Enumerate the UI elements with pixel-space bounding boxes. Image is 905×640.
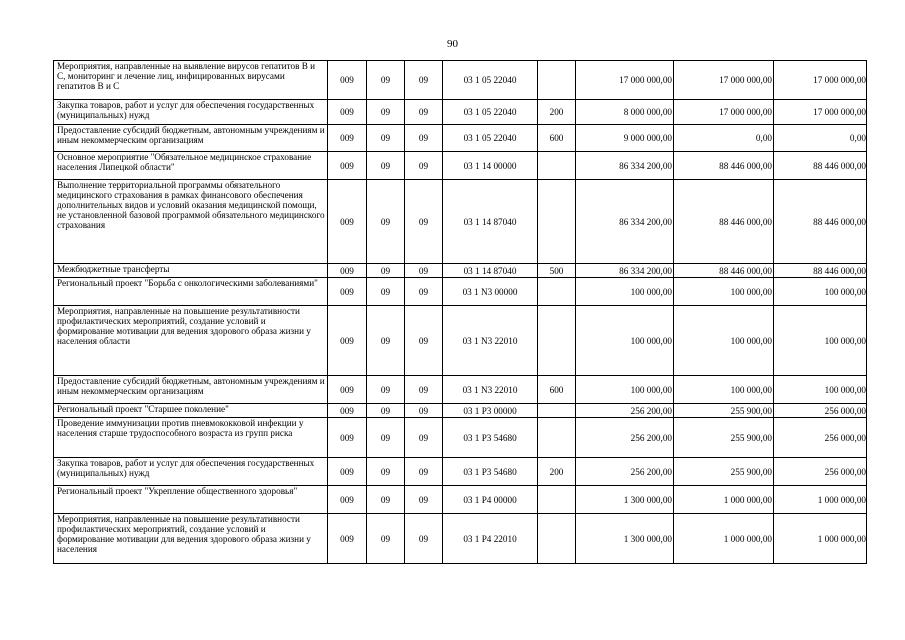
amount-year-3-cell: 256 000,00 xyxy=(774,404,867,418)
subsection-code-cell: 09 xyxy=(405,514,443,564)
subsection-code-cell: 09 xyxy=(405,152,443,180)
amount-year-2-cell: 0,00 xyxy=(674,125,774,152)
ministry-code-cell: 009 xyxy=(328,306,367,376)
table-row xyxy=(54,100,867,125)
amount-year-1-cell: 256 200,00 xyxy=(576,404,674,418)
target-article-cell: 03 1 P4 22010 xyxy=(443,514,538,564)
expense-type-cell xyxy=(538,152,576,180)
amount-year-3-cell: 100 000,00 xyxy=(774,278,867,306)
table-row xyxy=(54,278,867,306)
amount-year-1-cell: 86 334 200,00 xyxy=(576,180,674,264)
amount-year-1-cell: 86 334 200,00 xyxy=(576,264,674,278)
section-code-cell: 09 xyxy=(367,514,405,564)
target-article-cell: 03 1 05 22040 xyxy=(443,61,538,100)
item-name-cell: Мероприятия, направленные на выявление вирусов гепатитов В и С, мониторинг и лечение лиц, инфицированных вирусами гепатитов В и С xyxy=(54,61,328,100)
table-row xyxy=(54,264,867,278)
target-article-cell: 03 1 P4 00000 xyxy=(443,486,538,514)
amount-year-2-cell: 100 000,00 xyxy=(674,278,774,306)
section-code-cell: 09 xyxy=(367,486,405,514)
subsection-code-cell: 09 xyxy=(405,61,443,100)
target-article-cell: 03 1 N3 22010 xyxy=(443,376,538,404)
section-code-cell: 09 xyxy=(367,264,405,278)
expense-type-cell: 500 xyxy=(538,264,576,278)
ministry-code-cell: 009 xyxy=(328,278,367,306)
target-article-cell: 03 1 14 87040 xyxy=(443,264,538,278)
table-row xyxy=(54,376,867,404)
amount-year-2-cell: 255 900,00 xyxy=(674,404,774,418)
ministry-code-cell: 009 xyxy=(328,486,367,514)
target-article-cell: 03 1 14 00000 xyxy=(443,152,538,180)
target-article-cell: 03 1 P3 54680 xyxy=(443,458,538,486)
section-code-cell: 09 xyxy=(367,180,405,264)
amount-year-1-cell: 9 000 000,00 xyxy=(576,125,674,152)
amount-year-1-cell: 8 000 000,00 xyxy=(576,100,674,125)
expense-type-cell xyxy=(538,278,576,306)
item-name-cell: Предоставление субсидий бюджетным, автономным учреждениям и иным некоммерческим организациям xyxy=(54,376,328,404)
subsection-code-cell: 09 xyxy=(405,100,443,125)
amount-year-3-cell: 100 000,00 xyxy=(774,376,867,404)
expense-type-cell xyxy=(538,61,576,100)
target-article-cell: 03 1 N3 22010 xyxy=(443,306,538,376)
section-code-cell: 09 xyxy=(367,61,405,100)
table-row xyxy=(54,306,867,376)
amount-year-1-cell: 100 000,00 xyxy=(576,376,674,404)
ministry-code-cell: 009 xyxy=(328,61,367,100)
amount-year-3-cell: 256 000,00 xyxy=(774,458,867,486)
target-article-cell: 03 1 05 22040 xyxy=(443,100,538,125)
item-name-cell: Региональный проект "Старшее поколение" xyxy=(54,404,328,418)
item-name-cell: Основное мероприятие "Обязательное медицинское страхование населения Липецкой области" xyxy=(54,152,328,180)
table-row xyxy=(54,61,867,100)
expense-type-cell xyxy=(538,418,576,458)
expense-type-cell: 600 xyxy=(538,125,576,152)
item-name-cell: Мероприятия, направленные на повышение результативности профилактических мероприятий, создание условий и формирование мотивации для ведения здорового образа жизни у населения области xyxy=(54,306,328,376)
table-row xyxy=(54,152,867,180)
subsection-code-cell: 09 xyxy=(405,486,443,514)
amount-year-3-cell: 88 446 000,00 xyxy=(774,152,867,180)
ministry-code-cell: 009 xyxy=(328,458,367,486)
ministry-code-cell: 009 xyxy=(328,100,367,125)
expense-type-cell xyxy=(538,486,576,514)
section-code-cell: 09 xyxy=(367,404,405,418)
section-code-cell: 09 xyxy=(367,376,405,404)
subsection-code-cell: 09 xyxy=(405,125,443,152)
expense-type-cell xyxy=(538,306,576,376)
budget-table-body xyxy=(54,61,867,564)
expense-type-cell xyxy=(538,404,576,418)
item-name-cell: Межбюджетные трансферты xyxy=(54,264,328,278)
amount-year-1-cell: 256 200,00 xyxy=(576,418,674,458)
item-name-cell: Закупка товаров, работ и услуг для обеспечения государственных (муниципальных) нужд xyxy=(54,458,328,486)
table-row xyxy=(54,180,867,264)
subsection-code-cell: 09 xyxy=(405,306,443,376)
amount-year-1-cell: 100 000,00 xyxy=(576,306,674,376)
amount-year-3-cell: 100 000,00 xyxy=(774,306,867,376)
amount-year-1-cell: 256 200,00 xyxy=(576,458,674,486)
item-name-cell: Мероприятия, направленные на повышение результативности профилактических мероприятий, создание условий и формирование мотивации для ведения здорового образа жизни у населения xyxy=(54,514,328,564)
subsection-code-cell: 09 xyxy=(405,404,443,418)
expense-type-cell: 200 xyxy=(538,458,576,486)
ministry-code-cell: 009 xyxy=(328,514,367,564)
item-name-cell: Проведение иммунизации против пневмококковой инфекции у населения старше трудоспособного возраста из групп риска xyxy=(54,418,328,458)
amount-year-2-cell: 1 000 000,00 xyxy=(674,514,774,564)
amount-year-2-cell: 255 900,00 xyxy=(674,458,774,486)
amount-year-2-cell: 17 000 000,00 xyxy=(674,61,774,100)
item-name-cell: Региональный проект "Борьба с онкологическими заболеваниями" xyxy=(54,278,328,306)
section-code-cell: 09 xyxy=(367,100,405,125)
amount-year-3-cell: 1 000 000,00 xyxy=(774,514,867,564)
section-code-cell: 09 xyxy=(367,152,405,180)
amount-year-1-cell: 17 000 000,00 xyxy=(576,61,674,100)
table-row xyxy=(54,125,867,152)
expense-type-cell xyxy=(538,180,576,264)
amount-year-1-cell: 86 334 200,00 xyxy=(576,152,674,180)
budget-table xyxy=(53,60,867,564)
amount-year-3-cell: 1 000 000,00 xyxy=(774,486,867,514)
subsection-code-cell: 09 xyxy=(405,264,443,278)
target-article-cell: 03 1 P3 00000 xyxy=(443,404,538,418)
item-name-cell: Закупка товаров, работ и услуг для обеспечения государственных (муниципальных) нужд xyxy=(54,100,328,125)
amount-year-2-cell: 88 446 000,00 xyxy=(674,152,774,180)
section-code-cell: 09 xyxy=(367,125,405,152)
section-code-cell: 09 xyxy=(367,278,405,306)
ministry-code-cell: 009 xyxy=(328,152,367,180)
amount-year-3-cell: 88 446 000,00 xyxy=(774,180,867,264)
table-row xyxy=(54,404,867,418)
page-number: 90 xyxy=(447,38,458,50)
amount-year-2-cell: 100 000,00 xyxy=(674,306,774,376)
subsection-code-cell: 09 xyxy=(405,278,443,306)
amount-year-3-cell: 17 000 000,00 xyxy=(774,61,867,100)
table-row xyxy=(54,514,867,564)
ministry-code-cell: 009 xyxy=(328,264,367,278)
amount-year-2-cell: 100 000,00 xyxy=(674,376,774,404)
item-name-cell: Предоставление субсидий бюджетным, автономным учреждениям и иным некоммерческим организациям xyxy=(54,125,328,152)
target-article-cell: 03 1 P3 54680 xyxy=(443,418,538,458)
amount-year-3-cell: 17 000 000,00 xyxy=(774,100,867,125)
expense-type-cell: 200 xyxy=(538,100,576,125)
amount-year-2-cell: 17 000 000,00 xyxy=(674,100,774,125)
table-row xyxy=(54,418,867,458)
amount-year-3-cell: 256 000,00 xyxy=(774,418,867,458)
target-article-cell: 03 1 N3 00000 xyxy=(443,278,538,306)
amount-year-1-cell: 100 000,00 xyxy=(576,278,674,306)
expense-type-cell xyxy=(538,514,576,564)
section-code-cell: 09 xyxy=(367,306,405,376)
amount-year-2-cell: 88 446 000,00 xyxy=(674,180,774,264)
table-row xyxy=(54,486,867,514)
ministry-code-cell: 009 xyxy=(328,404,367,418)
subsection-code-cell: 09 xyxy=(405,418,443,458)
amount-year-3-cell: 0,00 xyxy=(774,125,867,152)
amount-year-2-cell: 255 900,00 xyxy=(674,418,774,458)
section-code-cell: 09 xyxy=(367,458,405,486)
section-code-cell: 09 xyxy=(367,418,405,458)
subsection-code-cell: 09 xyxy=(405,458,443,486)
item-name-cell: Выполнение территориальной программы обязательного медицинского страхования в рамках финансового обеспечения дополнительных видов и условий оказания медицинской помощи, не установленной базовой программой обязательного медицинского страхования xyxy=(54,180,328,264)
amount-year-1-cell: 1 300 000,00 xyxy=(576,486,674,514)
item-name-cell: Региональный проект "Укрепление общественного здоровья" xyxy=(54,486,328,514)
ministry-code-cell: 009 xyxy=(328,376,367,404)
ministry-code-cell: 009 xyxy=(328,418,367,458)
subsection-code-cell: 09 xyxy=(405,376,443,404)
amount-year-2-cell: 88 446 000,00 xyxy=(674,264,774,278)
expense-type-cell: 600 xyxy=(538,376,576,404)
ministry-code-cell: 009 xyxy=(328,180,367,264)
amount-year-2-cell: 1 000 000,00 xyxy=(674,486,774,514)
ministry-code-cell: 009 xyxy=(328,125,367,152)
table-row xyxy=(54,458,867,486)
target-article-cell: 03 1 05 22040 xyxy=(443,125,538,152)
subsection-code-cell: 09 xyxy=(405,180,443,264)
amount-year-3-cell: 88 446 000,00 xyxy=(774,264,867,278)
amount-year-1-cell: 1 300 000,00 xyxy=(576,514,674,564)
target-article-cell: 03 1 14 87040 xyxy=(443,180,538,264)
